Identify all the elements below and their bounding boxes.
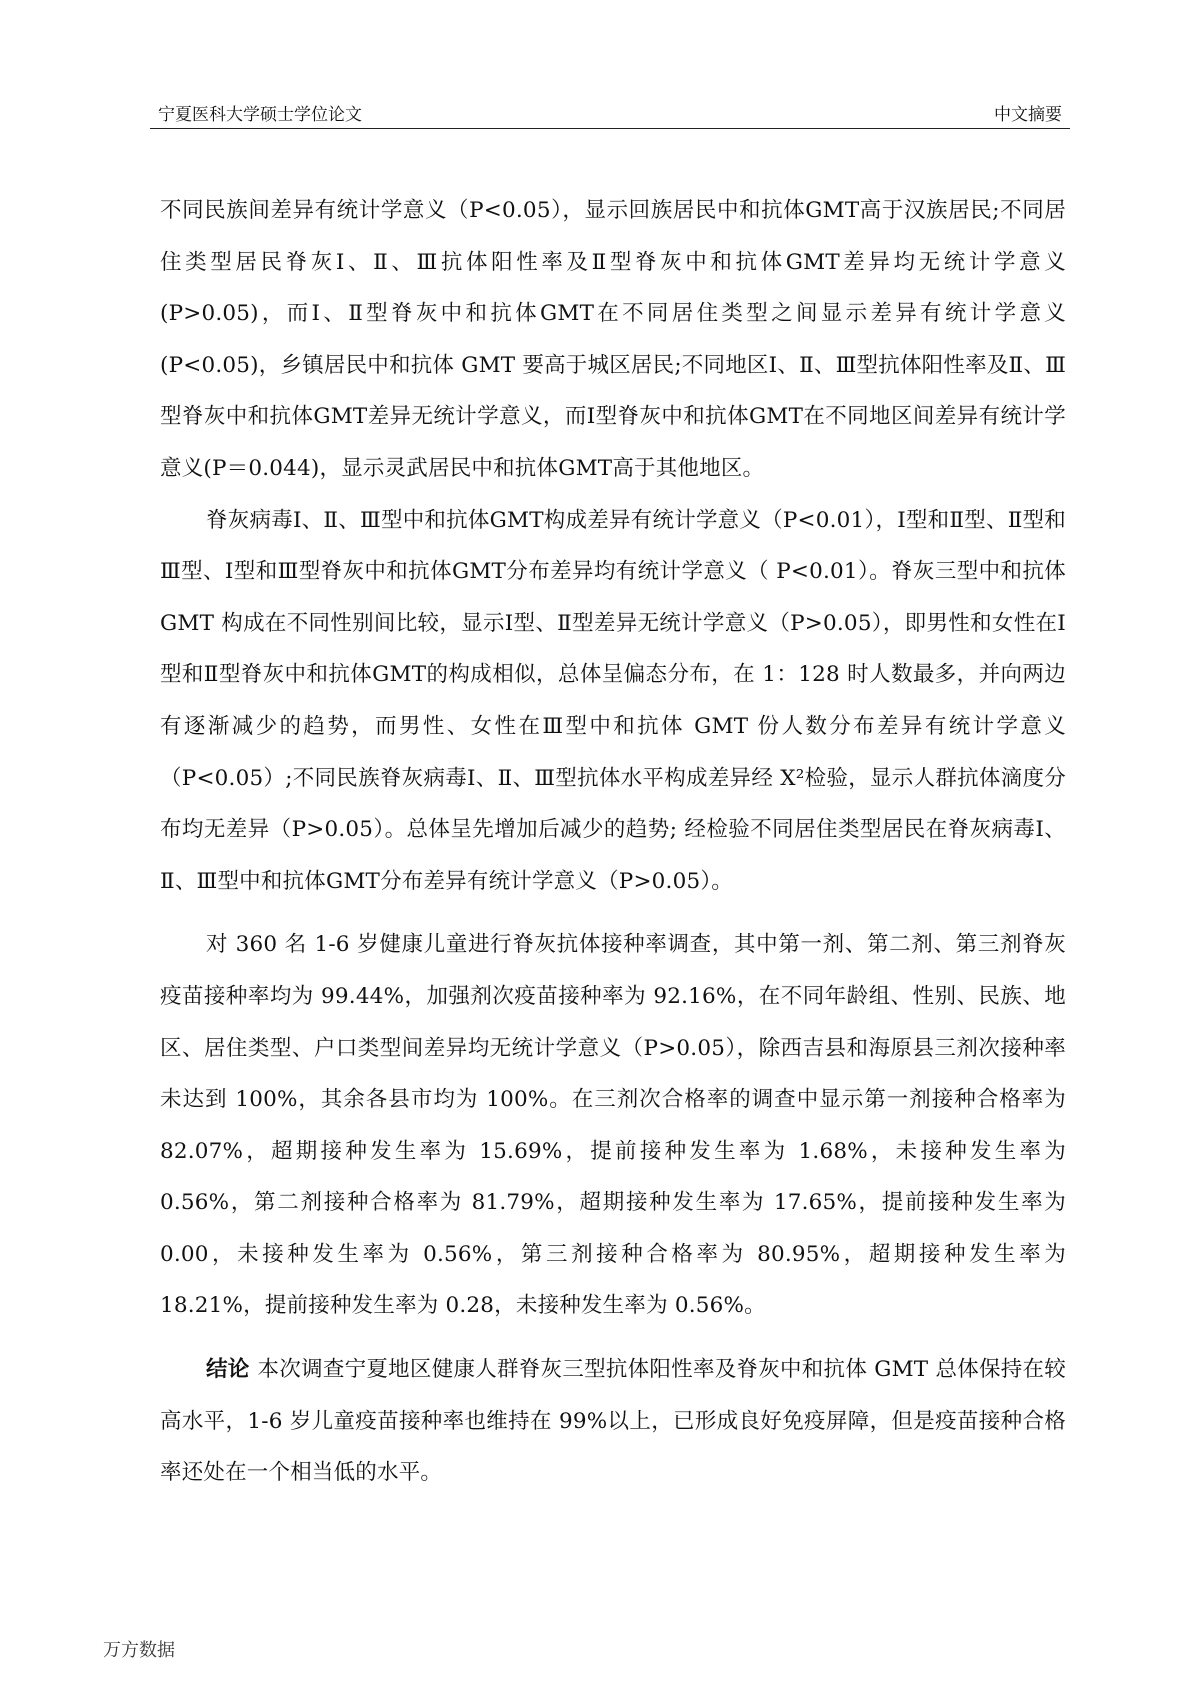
paragraph-1: 不同民族间差异有统计学意义（P<0.05），显示回族居民中和抗体GMT高于汉族居民;不同居住类型居民脊灰Ⅰ、Ⅱ、Ⅲ抗体阳性率及Ⅱ型脊灰中和抗体GMT差异均无统计学意义(P>0.05)，而Ⅰ、Ⅱ型脊灰中和抗体GMT在不同居住类型之间显示差异有统计学意义(P<0.05)，乡镇居民中和抗体 GMT 要高于城区居民;不同地区Ⅰ、Ⅱ、Ⅲ型抗体阳性率及Ⅱ、Ⅲ型脊灰中和抗体GMT差异无统计学意义，而Ⅰ型脊灰中和抗体GMT在不同地区间差异有统计学意义(P＝0.044)，显示灵武居民中和抗体GMT高于其他地区。 (160, 198, 1066, 481)
section-title-header: 中文摘要 (994, 105, 1062, 125)
thesis-title-header: 宁夏医科大学硕士学位论文 (158, 105, 362, 125)
paragraph-2: 脊灰病毒Ⅰ、Ⅱ、Ⅲ型中和抗体GMT构成差异有统计学意义（P<0.01），Ⅰ型和Ⅱ型、Ⅱ型和Ⅲ型、Ⅰ型和Ⅲ型脊灰中和抗体GMT分布差异均有统计学意义（ P<0.01）。脊灰三型中和抗体 GMT 构成在不同性别间比较，显示Ⅰ型、Ⅱ型差异无统计学意义（P>0.05），即男性和女性在Ⅰ型和Ⅱ型脊灰中和抗体GMT的构成相似，总体呈偏态分布，在 1：128 时人数最多，并向两边有逐渐减少的趋势，而男性、女性在Ⅲ型中和抗体 GMT 份人数分布差异有统计学意义（P<0.05）;不同民族脊灰病毒Ⅰ、Ⅱ、Ⅲ型抗体水平构成差异经 X²检验，显示人群抗体滴度分布均无差异（P>0.05）。总体呈先增加后减少的趋势; 经检验不同居住类型居民在脊灰病毒Ⅰ、Ⅱ、Ⅲ型中和抗体GMT分布差异有统计学意义（P>0.05）。 (160, 507, 1066, 894)
page-header (150, 96, 1070, 129)
paragraph-3: 对 360 名 1-6 岁健康儿童进行脊灰抗体接种率调查，其中第一剂、第二剂、第三剂脊灰疫苗接种率均为 99.44%，加强剂次疫苗接种率为 92.16%，在不同年龄组、性别、民族、地区、居住类型、户口类型间差异均无统计学意义（P>0.05），除西吉县和海原县三剂次接种率未达到 100%，其余各县市均为 100%。在三剂次合格率的调查中显示第一剂接种合格率为 82.07%，超期接种发生率为 15.69%，提前接种发生率为 1.68%，未接种发生率为 0.56%，第二剂接种合格率为 81.79%，超期接种发生率为 17.65%，提前接种发生率为 0.00，未接种发生率为 0.56%，第三剂接种合格率为 80.95%，超期接种发生率为 18.21%，提前接种发生率为 0.28，未接种发生率为 0.56%。 (160, 932, 1066, 1319)
conclusion-text: 本次调查宁夏地区健康人群脊灰三型抗体阳性率及脊灰中和抗体 GMT 总体保持在较高水平，1-6 岁儿童疫苗接种率也维持在 99%以上，已形成良好免疫屏障，但是疫苗接种合格率还处在一个相当低的水平。 (160, 1357, 1066, 1486)
conclusion-label: 结论 (206, 1357, 250, 1383)
database-watermark: 万方数据 (103, 1640, 175, 1661)
conclusion-paragraph (160, 1344, 1066, 1499)
abstract-body (160, 185, 1066, 1499)
